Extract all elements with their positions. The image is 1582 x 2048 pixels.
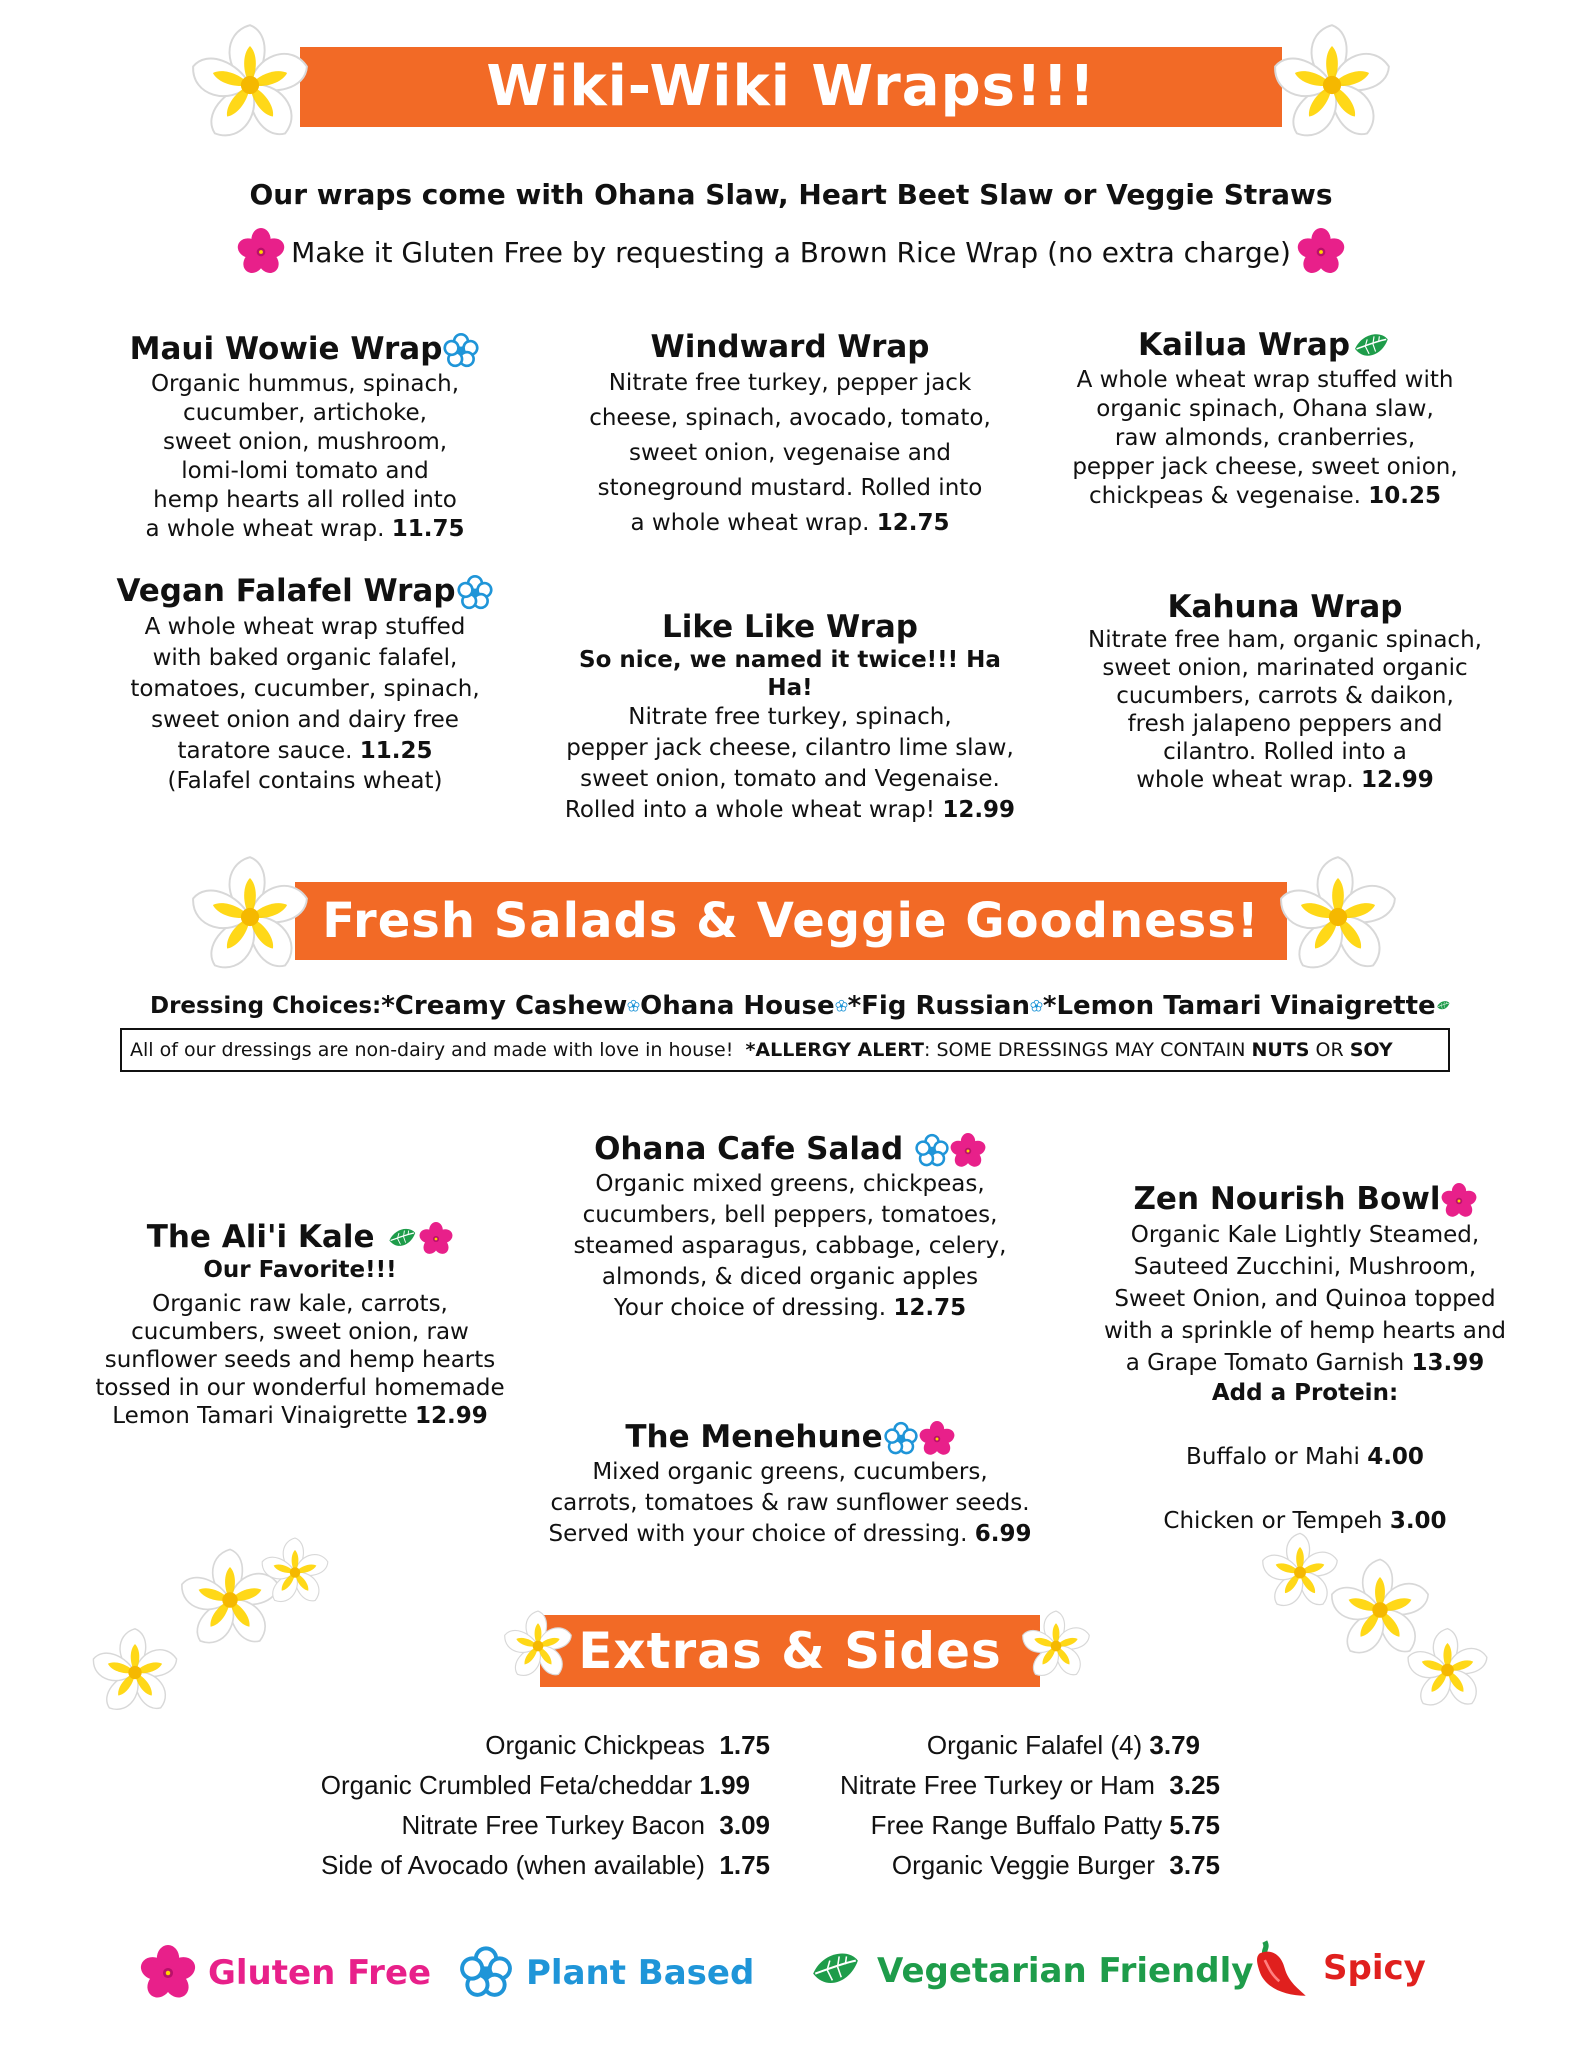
extras-left-list xyxy=(250,1725,770,1885)
menu-item-alii-kale xyxy=(85,1218,515,1430)
dish-note: (Falafel contains wheat) xyxy=(167,767,443,794)
allergy-alert-label: *ALLERGY ALERT xyxy=(745,1039,925,1061)
dish-tagline: Our Favorite!!! xyxy=(203,1257,397,1283)
dish-price: 10.25 xyxy=(1368,482,1442,509)
plumeria-icon xyxy=(255,1535,335,1610)
dish-tagline: So nice, we named it twice!!! Ha Ha! xyxy=(579,647,1001,701)
list-item: Organic Falafel (4) 3.79 xyxy=(926,1730,1200,1760)
menu-item-windward-wrap xyxy=(580,328,1000,541)
dish-price: 13.99 xyxy=(1411,1349,1485,1376)
wraps-intro-line1: Our wraps come with Ohana Slaw, Heart Beet Slaw or Veggie Straws xyxy=(249,178,1333,211)
plumeria-icon xyxy=(180,852,320,982)
dish-description: Organic raw kale, carrots, cucumbers, sweet onion, raw sunflower seeds and hemp hearts tossed in our wonderful homemade Lemon Tamari Vinaigrette xyxy=(95,1291,505,1429)
menu-item-the-menehune xyxy=(540,1418,1040,1550)
plant-based-icon xyxy=(456,574,494,612)
plant-based-icon xyxy=(914,1133,950,1169)
leaf-icon xyxy=(1436,988,1450,1024)
dish-description: Mixed organic greens, cucumbers, carrots, tomatoes & raw sunflower seeds. Served with your choice of dressing. xyxy=(548,1458,1030,1547)
dish-price: 12.99 xyxy=(1361,767,1434,793)
list-item: Organic Chickpeas 1.75 xyxy=(485,1730,770,1760)
protein-name: Chicken or Tempeh xyxy=(1163,1507,1383,1534)
hibiscus-icon xyxy=(1441,1183,1477,1219)
notice-text: All of our dressings are non-dairy and made with love in house! xyxy=(130,1039,734,1061)
extra-price: 3.25 xyxy=(1169,1770,1220,1800)
extras-banner xyxy=(540,1615,1040,1687)
list-item: Organic Veggie Burger 3.75 xyxy=(891,1850,1220,1880)
dish-name: Maui Wowie Wrap xyxy=(129,331,443,367)
extra-price: 1.75 xyxy=(719,1850,770,1880)
protein-name: Buffalo or Mahi xyxy=(1186,1443,1360,1470)
menu-item-zen-nourish-bowl xyxy=(1085,1180,1525,1537)
dressing-ohana-house: Ohana House xyxy=(640,991,835,1021)
hibiscus-icon xyxy=(919,1421,955,1457)
protein-price: 4.00 xyxy=(1367,1443,1424,1470)
dressing-fig-russian: *Fig Russian xyxy=(847,991,1030,1021)
extras-title: Extras & Sides xyxy=(578,1622,1002,1680)
menu-item-maui-wowie-wrap xyxy=(110,330,500,544)
plant-based-icon xyxy=(458,1945,514,2001)
protein-title: Add a Protein: xyxy=(1211,1379,1399,1406)
dish-description: Nitrate free turkey, pepper jack cheese, spinach, avocado, tomato, sweet onion, vegenaise and stoneground mustard. Rolled into a whole wheat wrap. xyxy=(589,370,991,536)
dish-price: 12.99 xyxy=(415,1403,488,1429)
hibiscus-icon xyxy=(950,1133,986,1169)
list-item: Nitrate Free Turkey or Ham 3.25 xyxy=(839,1770,1220,1800)
dish-description: Organic Kale Lightly Steamed, Sauteed Zucchini, Mushroom, Sweet Onion, and Quinoa topped with a sprinkle of hemp hearts and a Grape Tomato Garnish xyxy=(1103,1221,1507,1376)
dish-description: Nitrate free turkey, spinach, pepper jack cheese, cilantro lime slaw, sweet onion, tomato and Vegenaise. Rolled into a whole wheat wrap! xyxy=(564,704,1014,823)
dish-price: 12.75 xyxy=(893,1294,967,1321)
hibiscus-icon xyxy=(419,1222,453,1256)
dressing-choices xyxy=(150,988,1450,1024)
menu-item-kailua-wrap xyxy=(1065,326,1465,511)
dish-name: Windward Wrap xyxy=(650,329,930,365)
list-item: Free Range Buffalo Patty 5.75 xyxy=(870,1810,1220,1840)
legend-plant-based xyxy=(458,1945,754,2001)
legend-gluten-free xyxy=(140,1945,431,2001)
wraps-intro-line2: Make it Gluten Free by requesting a Brown Rice Wrap (no extra charge) xyxy=(0,228,1582,276)
menu-item-kahuna-wrap xyxy=(1085,588,1485,794)
extra-price: 3.75 xyxy=(1169,1850,1220,1880)
legend-label: Vegetarian Friendly xyxy=(877,1951,1254,1991)
dish-price: 11.75 xyxy=(391,515,465,542)
plant-based-icon xyxy=(627,988,640,1024)
plant-based-icon xyxy=(835,988,848,1024)
plant-based-icon xyxy=(442,332,480,370)
allergy-nuts: NUTS xyxy=(1251,1039,1310,1061)
dish-name: The Ali'i Kale xyxy=(146,1219,375,1255)
allergy-soy: SOY xyxy=(1349,1039,1393,1061)
legend-label: Plant Based xyxy=(526,1953,755,1993)
plant-based-icon xyxy=(883,1421,919,1457)
allergy-or: OR xyxy=(1309,1039,1350,1061)
pepper-icon xyxy=(1245,1935,1311,2001)
leaf-icon xyxy=(805,1945,865,1997)
dish-name: Kahuna Wrap xyxy=(1167,589,1403,625)
hibiscus-icon xyxy=(140,1945,196,2001)
legend-spicy xyxy=(1245,1935,1426,2001)
hibiscus-icon xyxy=(1297,228,1345,276)
plumeria-icon xyxy=(85,1625,185,1720)
plumeria-icon xyxy=(180,20,320,150)
menu-item-ohana-cafe-salad xyxy=(560,1130,1020,1324)
extra-price: 3.09 xyxy=(719,1810,770,1840)
dish-price: 11.25 xyxy=(359,737,433,764)
dish-name: Like Like Wrap xyxy=(661,609,918,645)
hibiscus-icon xyxy=(237,228,285,276)
extras-right-list xyxy=(820,1725,1220,1885)
salads-title: Fresh Salads & Veggie Goodness! xyxy=(322,893,1260,949)
plumeria-icon xyxy=(500,1608,576,1684)
dressing-lemon-tamari: *Lemon Tamari Vinaigrette xyxy=(1042,991,1436,1021)
dish-name: Kailua Wrap xyxy=(1137,327,1351,363)
dish-name: Ohana Cafe Salad xyxy=(594,1131,904,1167)
protein-price: 3.00 xyxy=(1389,1507,1447,1534)
plumeria-icon xyxy=(1262,20,1402,150)
dish-description: Nitrate free ham, organic spinach, sweet onion, marinated organic cucumbers, carrots & daikon, fresh jalapeno peppers and cilantro. Rolled into a whole wheat wrap. xyxy=(1088,627,1482,793)
dish-description: Organic mixed greens, chickpeas, cucumbers, bell peppers, tomatoes, steamed asparagus, cabbage, celery, almonds, & diced organic apples Your choice of dressing. xyxy=(573,1170,1007,1321)
extra-price: 1.99 xyxy=(699,1770,750,1800)
legend-label: Gluten Free xyxy=(208,1953,432,1993)
legend-label: Spicy xyxy=(1323,1948,1426,1988)
wraps-title: Wiki-Wiki Wraps!!! xyxy=(486,54,1096,119)
plumeria-icon xyxy=(1268,852,1408,982)
plant-based-icon xyxy=(1030,988,1043,1024)
allergy-notice xyxy=(120,1028,1450,1072)
allergy-alert-text: : SOME DRESSINGS MAY CONTAIN xyxy=(924,1039,1252,1061)
extra-price: 3.79 xyxy=(1149,1730,1200,1760)
dish-price: 12.75 xyxy=(876,510,950,536)
dish-description: Organic hummus, spinach, cucumber, artichoke, sweet onion, mushroom, lomi-lomi tomato and hemp hearts all rolled into a whole wheat wrap. xyxy=(145,370,460,542)
wraps-banner xyxy=(300,47,1282,127)
salads-banner xyxy=(295,882,1287,960)
leaf-icon xyxy=(1350,328,1392,366)
dish-price: 12.99 xyxy=(942,797,1016,823)
list-item: Organic Crumbled Feta/cheddar 1.99 xyxy=(320,1770,750,1800)
plumeria-icon xyxy=(1018,1608,1094,1684)
dish-price: 6.99 xyxy=(974,1520,1032,1547)
menu-item-vegan-falafel-wrap xyxy=(115,572,495,796)
dish-name: The Menehune xyxy=(625,1419,883,1455)
dressing-creamy-cashew: *Creamy Cashew xyxy=(381,991,628,1021)
dish-description: A whole wheat wrap stuffed with organic spinach, Ohana slaw, raw almonds, cranberries, pepper jack cheese, sweet onion, chickpeas & vegenaise. xyxy=(1072,366,1458,509)
list-item: Nitrate Free Turkey Bacon 3.09 xyxy=(401,1810,770,1840)
leaf-icon xyxy=(385,1224,419,1254)
extra-price: 1.75 xyxy=(719,1730,770,1760)
menu-item-like-like-wrap xyxy=(555,608,1025,826)
dish-name: Vegan Falafel Wrap xyxy=(116,573,456,609)
extra-price: 5.75 xyxy=(1169,1810,1220,1840)
legend-vegetarian xyxy=(805,1945,1253,1997)
dressing-label: Dressing Choices: xyxy=(150,993,382,1019)
dish-name: Zen Nourish Bowl xyxy=(1133,1181,1441,1217)
plumeria-icon xyxy=(1400,1625,1495,1715)
dish-description: A whole wheat wrap stuffed with baked organic falafel, tomatoes, cucumber, spinach, sweet onion and dairy free taratore sauce. xyxy=(130,613,480,764)
list-item: Side of Avocado (when available) 1.75 xyxy=(320,1850,770,1880)
